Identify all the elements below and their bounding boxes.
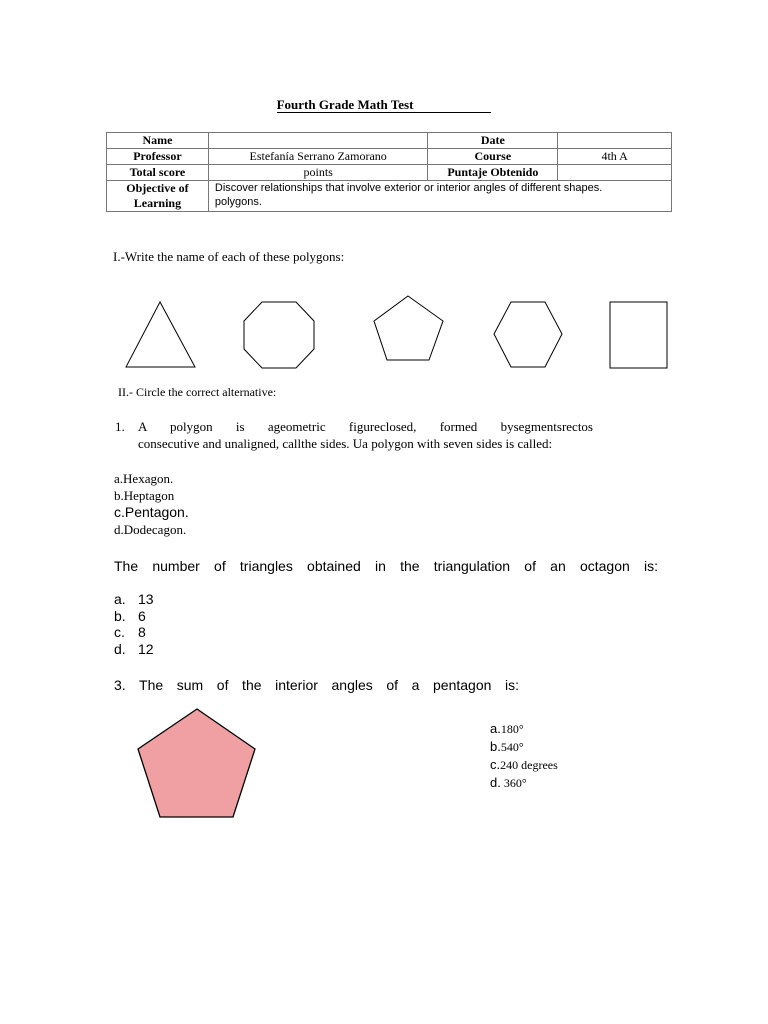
q3-option-d[interactable] — [490, 774, 558, 792]
q1-option-a-text: Hexagon. — [123, 471, 174, 486]
hexagon-shape — [494, 302, 562, 367]
question-1-number: 1. — [115, 419, 125, 434]
q2-option-a[interactable] — [114, 591, 154, 608]
course-value: 4th A — [558, 149, 672, 165]
test-title: Fourth Grade Math Test — [0, 97, 768, 113]
filled-pentagon-shape — [138, 709, 255, 817]
objective-label-line2: Learning — [133, 196, 182, 210]
total-score-label: Total score — [107, 165, 209, 181]
q1-option-b[interactable] — [114, 487, 189, 504]
question-1-line1: A polygon is ageometric figureclosed, formed bysegmentsrectos — [138, 419, 593, 434]
date-label: Date — [428, 133, 558, 149]
octagon-shape — [244, 302, 314, 368]
q3-option-b-letter: b. — [490, 739, 501, 754]
q2-option-a-letter: a. — [114, 591, 126, 607]
q1-option-b-text: Heptagon — [123, 488, 175, 503]
q1-option-a[interactable] — [114, 470, 189, 487]
q2-option-c[interactable] — [114, 624, 154, 641]
q3-option-a-text: 180° — [500, 722, 524, 736]
objective-text-line1: Discover relationships that involve exterior or interior angles of different shapes. — [214, 182, 603, 194]
section2-heading: II.- Circle the correct alternative: — [118, 385, 277, 399]
question-3: 3. The sum of the interior angles of a pentagon is: — [114, 677, 519, 693]
total-score-value: points — [208, 165, 428, 181]
question-2-options — [114, 591, 154, 657]
q3-option-d-letter: d. — [490, 775, 501, 790]
q3-option-c-text: 240 degrees — [500, 758, 558, 772]
q2-option-c-letter: c. — [114, 624, 125, 640]
q3-option-a[interactable] — [490, 720, 558, 738]
q1-option-d-text: Dodecagon. — [123, 522, 187, 537]
question-1-line2: consecutive and unaligned, callthe sides. Ua polygon with seven sides is called: — [138, 436, 553, 451]
q2-option-d-letter: d. — [114, 640, 126, 657]
q2-option-b[interactable] — [114, 608, 154, 625]
q1-option-c[interactable] — [114, 504, 189, 521]
q2-option-c-text: 8 — [138, 624, 146, 640]
q3-option-c[interactable] — [490, 756, 558, 774]
objective-label-line1: Objective of — [126, 181, 189, 195]
course-label: Course — [428, 149, 558, 165]
section1-heading: I.-Write the name of each of these polygons: — [113, 249, 345, 264]
q2-option-a-text: 13 — [138, 591, 154, 607]
triangle-shape — [126, 302, 195, 367]
q1-option-d[interactable] — [114, 521, 189, 538]
q3-option-b[interactable] — [490, 738, 558, 756]
name-label: Name — [107, 133, 209, 149]
q2-option-d[interactable] — [114, 641, 154, 658]
q2-option-d-text: 12 — [138, 640, 154, 657]
pentagon-shape — [374, 296, 443, 360]
objective-text-line2: polygons. — [214, 196, 262, 208]
question-3-options — [490, 720, 558, 792]
q1-option-c-text: Pentagon. — [124, 504, 189, 520]
q3-option-c-letter: c. — [490, 757, 501, 772]
q2-option-b-text: 6 — [138, 607, 146, 624]
q1-option-c-letter: c. — [114, 504, 125, 520]
q2-option-b-letter: b. — [114, 607, 126, 624]
q3-option-b-text: 540° — [500, 740, 524, 754]
question-2: The number of triangles obtained in the triangulation of an octagon is: — [114, 558, 658, 574]
obtained-score-label: Puntaje Obtenido — [428, 165, 558, 181]
question-1-options — [114, 470, 189, 538]
professor-label: Professor — [107, 149, 209, 165]
q1-option-a-letter: a. — [114, 471, 124, 486]
square-shape — [610, 302, 667, 368]
professor-value: Estefanía Serrano Zamorano — [208, 149, 428, 165]
q3-option-d-text: 360° — [500, 776, 527, 790]
q3-option-a-letter: a. — [490, 721, 501, 736]
q1-option-d-letter: d. — [114, 522, 124, 537]
q1-option-b-letter: b. — [114, 488, 124, 503]
